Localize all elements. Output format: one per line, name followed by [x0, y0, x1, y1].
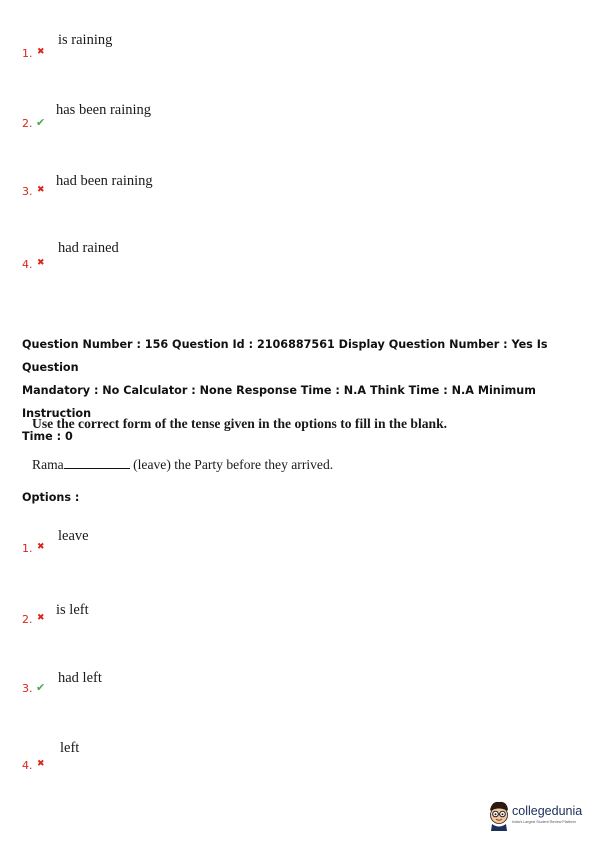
option-number: 4.: [22, 759, 33, 772]
check-icon: ✔: [36, 681, 46, 694]
option-4: [0, 738, 595, 778]
option-number: 3.: [22, 185, 33, 198]
option-1: [0, 526, 595, 566]
option-number: 2.: [22, 613, 33, 626]
option-number: 1.: [22, 542, 33, 555]
collegedunia-logo: [486, 798, 592, 834]
option-text: is left: [56, 602, 89, 618]
option-text: leave: [58, 528, 89, 544]
cross-icon: ✖: [37, 613, 45, 623]
option-text: had rained: [58, 240, 119, 256]
cross-icon: ✖: [37, 258, 45, 268]
prev-option-2: [0, 100, 595, 140]
cross-icon: ✖: [37, 47, 45, 57]
option-text: is raining: [58, 32, 113, 48]
option-text: had been raining: [56, 173, 153, 189]
options-label: Options :: [22, 491, 80, 504]
logo-tagline: India's Largest Student Review Platform: [512, 820, 576, 824]
option-text: had left: [58, 670, 102, 686]
option-number: 1.: [22, 47, 33, 60]
question-instruction: Use the correct form of the tense given in the options to fill in the blank.: [32, 416, 448, 431]
option-number: 4.: [22, 258, 33, 271]
metadata-line: Mandatory : No Calculator : None Response Time : N.A Think Time : N.A Minimum Instruction: [22, 384, 536, 420]
mascot-icon: [486, 800, 512, 832]
metadata-line: Time : 0: [22, 430, 73, 443]
option-text: left: [60, 740, 80, 756]
option-number: 3.: [22, 682, 33, 695]
option-text: has been raining: [56, 102, 152, 118]
option-2: [0, 600, 595, 640]
fill-blank: [64, 456, 130, 469]
check-icon: ✔: [36, 116, 46, 129]
option-number: 2.: [22, 117, 33, 130]
cross-icon: ✖: [37, 542, 45, 552]
sentence-end: (leave) the Party before they arrived.: [133, 457, 334, 472]
logo-name: collegedunia: [512, 804, 583, 818]
prev-option-3: [0, 171, 595, 211]
cross-icon: ✖: [37, 185, 45, 195]
option-3: [0, 668, 595, 708]
cross-icon: ✖: [37, 759, 45, 769]
prev-option-1: [0, 30, 595, 70]
question-sentence: [32, 456, 333, 473]
metadata-line: Question Number : 156 Question Id : 2106887561 Display Question Number : Yes Is Question: [22, 338, 548, 374]
prev-option-4: [0, 238, 595, 278]
sentence-start: Rama: [32, 457, 64, 472]
